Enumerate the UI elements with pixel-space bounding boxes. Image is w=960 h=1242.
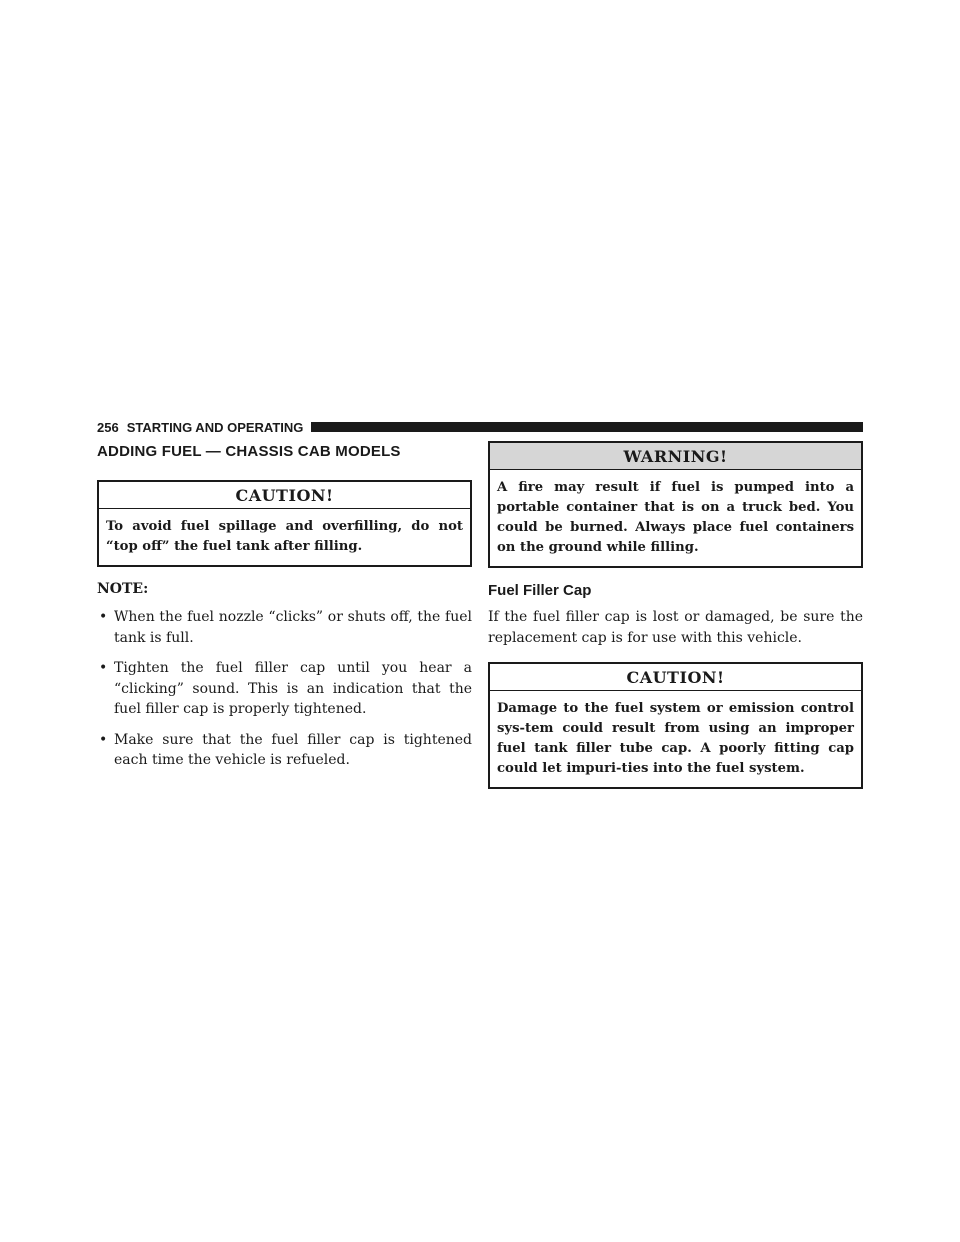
warning-box: [488, 441, 863, 568]
caution-box: [97, 480, 472, 567]
page-number: 256: [97, 419, 119, 435]
subheading: Fuel Filler Cap: [488, 582, 592, 599]
right-column: [488, 441, 863, 803]
list-item-text: Make sure that the fuel filler cap is tightened each time the vehicle is refueled.: [114, 731, 472, 768]
list-item-text: When the fuel nozzle “clicks” or shuts off, the fuel tank is full.: [114, 609, 472, 646]
bullet-icon: •: [99, 731, 108, 748]
warning-text: A fire may result if fuel is pumped into a portable container that is on a truck bed. You could be burned. Always place fuel containers on the ground while filling.: [497, 480, 854, 555]
caution-text: To avoid fuel spillage and overfilling, do not “top off” the fuel tank after filling.: [106, 519, 463, 554]
list-item: [97, 607, 472, 648]
caution-title: CAUTION!: [99, 482, 470, 509]
bullet-icon: •: [99, 660, 108, 676]
section-heading: ADDING FUEL — CHASSIS CAB MODELS: [97, 443, 401, 460]
note-list: [97, 607, 472, 771]
caution-text: Damage to the fuel system or emission control sys-tem could result from using an improper fuel tank filler tube cap. A poorly fitting cap could let impuri-ties into the fuel system.: [497, 701, 854, 776]
caution-box: [488, 662, 863, 789]
header-rule: [311, 422, 863, 432]
warning-title: WARNING!: [490, 443, 861, 470]
paragraph: If the fuel filler cap is lost or damaged, be sure the replacement cap is for use with this vehicle.: [488, 609, 863, 646]
list-item-text: Tighten the fuel filler cap until you hear a “clicking” sound. This is an indication that the fuel filler cap is properly tightened.: [114, 660, 472, 717]
bullet-icon: •: [99, 609, 108, 625]
note-label: NOTE:: [97, 581, 149, 597]
caution-title: CAUTION!: [490, 664, 861, 691]
list-item: [97, 730, 472, 771]
left-column: [97, 441, 472, 781]
list-item: [97, 658, 472, 720]
section-title: STARTING AND OPERATING: [126, 419, 304, 435]
page-header: [97, 418, 863, 436]
